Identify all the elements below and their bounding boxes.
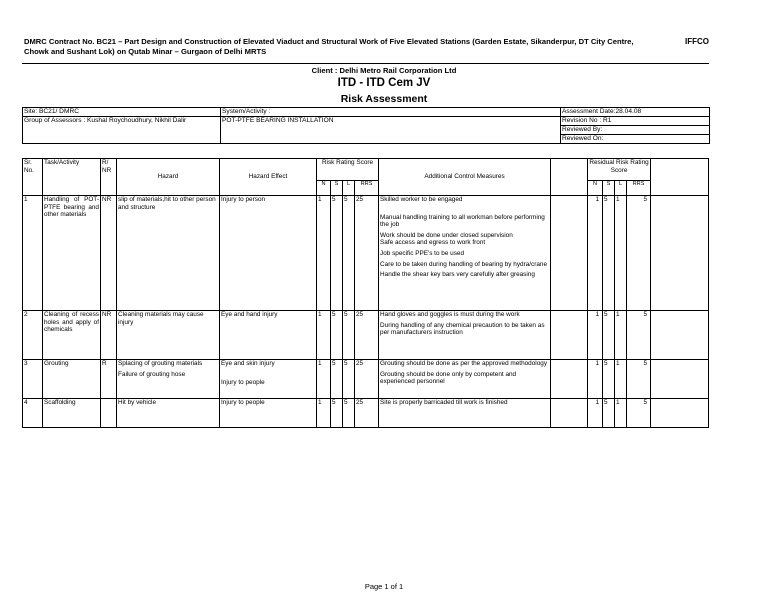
sub-rrs: RRS <box>355 181 379 196</box>
sub-residual-rrs: RRS <box>627 181 651 196</box>
row-residual-l: 1 <box>615 311 627 360</box>
assessors-cell: Group of Assessors : Kushal Roychoudhury, Nikhil Dalir <box>23 117 221 144</box>
effect-item: Injury to people <box>221 378 265 386</box>
row-l: 5 <box>343 311 355 360</box>
reviewed-by-cell: Reviewed By: <box>561 126 710 135</box>
measure-item: Work should be done under closed supervision <box>380 231 513 239</box>
contract-header <box>22 34 709 64</box>
row-l: 5 <box>343 399 355 428</box>
site-cell: Site: BC21/ DMRC <box>23 108 221 117</box>
row-l: 5 <box>343 196 355 311</box>
activity-cell: POT-PTFE BEARING INSTALLATION <box>221 117 561 144</box>
hazard-item: Splacing of grouting materials <box>118 360 203 367</box>
row-blank-2 <box>651 399 709 428</box>
hazard-item: Failure of grouting hose <box>118 370 186 378</box>
measure-item: Handle the shear key bars very carefully after greasing <box>380 271 535 279</box>
header-rnr: R/ NR <box>101 159 117 196</box>
row-measures <box>379 360 551 399</box>
sub-l: L <box>343 181 355 196</box>
row-sr: 4 <box>23 399 43 428</box>
row-rrs: 25 <box>355 311 379 360</box>
row-rrs: 25 <box>355 360 379 399</box>
company-name: IFFCO <box>685 37 709 46</box>
sub-residual-n: N <box>588 181 603 196</box>
row-effect: Injury to person <box>220 196 317 311</box>
measure-item: Job specific PPE's to be used <box>380 249 465 257</box>
row-residual-n: 1 <box>588 196 603 311</box>
table-header-row <box>23 159 709 181</box>
row-s: 5 <box>331 311 343 360</box>
measure-item: Manual handling training to all workman before performing the job <box>380 213 545 229</box>
row-sr: 2 <box>23 311 43 360</box>
risk-table <box>22 158 709 428</box>
row-residual-rrs: 5 <box>627 311 651 360</box>
row-blank <box>551 196 588 311</box>
row-measures <box>379 311 551 360</box>
row-rnr <box>101 399 117 428</box>
row-sr: 1 <box>23 196 43 311</box>
row-measures <box>379 196 551 311</box>
row-residual-l: 1 <box>615 360 627 399</box>
header-task: Task/Activity <box>43 159 101 196</box>
row-rnr: NR <box>101 196 117 311</box>
info-table <box>22 107 710 144</box>
assessment-date: Assessment Date:28.04.08 <box>561 108 710 117</box>
row-residual-s: 5 <box>603 360 615 399</box>
row-task: Cleaning of recess holes and apply of chemicals <box>43 311 101 360</box>
row-residual-n: 1 <box>588 311 603 360</box>
sub-residual-l: L <box>615 181 627 196</box>
row-blank <box>551 399 588 428</box>
row-hazard <box>117 360 220 399</box>
reviewed-on-cell: Reviewed On: <box>561 135 710 144</box>
jv-title: ITD - ITD Cem JV <box>337 77 431 89</box>
row-residual-l: 1 <box>615 196 627 311</box>
row-blank-2 <box>651 311 709 360</box>
client-line: Client : Delhi Metro Rail Corporation Ltd <box>311 66 457 75</box>
contract-title: DMRC Contract No. BC21 – Part Design and Construction of Elevated Viaduct and Structural Work of Five Elevated Stations (Garden Estate, Sikanderpur, DT City Centre, Chowk and Sushant Lok) on Qutab Minar – Gurgaon of Delhi MRTS <box>24 37 634 56</box>
row-s: 5 <box>331 399 343 428</box>
header-risk-rating: Risk Rating Score <box>317 159 379 181</box>
row-rnr: NR <box>101 311 117 360</box>
sub-s: S <box>331 181 343 196</box>
row-residual-l: 1 <box>615 399 627 428</box>
measure-item: Grouting should be done only by competent and experienced personnel <box>380 370 517 386</box>
sub-residual-s: S <box>603 181 615 196</box>
header-sr: Sr. No. <box>23 159 43 196</box>
measure-item: Skilled worker to be engaged <box>380 196 463 203</box>
table-row <box>23 311 709 360</box>
table-row <box>23 399 709 428</box>
revision-cell: Revision No : R1 <box>561 117 710 126</box>
row-task: Scaffolding <box>43 399 101 428</box>
header-hazard: Hazard <box>117 159 220 196</box>
row-n: 1 <box>317 196 331 311</box>
row-task: Handling of POT-PTFE bearing and other materials <box>43 196 101 311</box>
row-residual-n: 1 <box>588 399 603 428</box>
header-effect: Hazard Effect <box>220 159 317 196</box>
sub-n: N <box>317 181 331 196</box>
row-rrs: 25 <box>355 399 379 428</box>
row-s: 5 <box>331 196 343 311</box>
measure-item: Hand gloves and goggles is must during the work <box>380 311 520 318</box>
row-residual-s: 5 <box>603 196 615 311</box>
row-l: 5 <box>343 360 355 399</box>
effect-item: Eye and skin injury <box>221 360 275 367</box>
row-blank-2 <box>651 360 709 399</box>
header-residual-rating: Residual Risk Rating Score <box>588 159 651 181</box>
row-task: Grouting <box>43 360 101 399</box>
row-residual-n: 1 <box>588 360 603 399</box>
row-blank <box>551 360 588 399</box>
row-hazard: slip of materials,hit to other person and structure <box>117 196 220 311</box>
measure-item: Safe access and egress to work front <box>380 239 486 247</box>
measure-item: During handling of any chemical precaution to be taken as per manufacturers instruction <box>380 321 545 337</box>
system-activity-label: System/Activity : <box>221 108 561 117</box>
row-residual-rrs: 5 <box>627 360 651 399</box>
measure-item: Care to be taken during handling of bearing by hydra/crane <box>380 260 548 268</box>
row-hazard: Cleaning materials may cause injury <box>117 311 220 360</box>
row-residual-rrs: 5 <box>627 196 651 311</box>
row-n: 1 <box>317 311 331 360</box>
row-n: 1 <box>317 399 331 428</box>
row-residual-rrs: 5 <box>627 399 651 428</box>
row-n: 1 <box>317 360 331 399</box>
table-row <box>23 360 709 399</box>
header-blank-2 <box>651 159 709 196</box>
row-measures <box>379 399 551 428</box>
row-effect: Eye and hand injury <box>220 311 317 360</box>
row-rnr: R <box>101 360 117 399</box>
header-blank <box>551 159 588 196</box>
row-effect: Injury to people <box>220 399 317 428</box>
row-hazard: Hit by vehicle <box>117 399 220 428</box>
row-blank-2 <box>651 196 709 311</box>
row-s: 5 <box>331 360 343 399</box>
row-residual-s: 5 <box>603 399 615 428</box>
row-effect <box>220 360 317 399</box>
row-blank <box>551 311 588 360</box>
page-number: Page 1 of 1 <box>364 582 404 591</box>
document-title: Risk Assessment <box>340 93 428 105</box>
header-measures: Additional Control Measures <box>379 159 551 196</box>
measure-item: Site is properly barricaded till work is finished <box>380 399 508 406</box>
row-rrs: 25 <box>355 196 379 311</box>
measure-item: Grouting should be done as per the approved methodology <box>380 360 548 367</box>
row-sr: 3 <box>23 360 43 399</box>
row-residual-s: 5 <box>603 311 615 360</box>
table-row <box>23 196 709 311</box>
